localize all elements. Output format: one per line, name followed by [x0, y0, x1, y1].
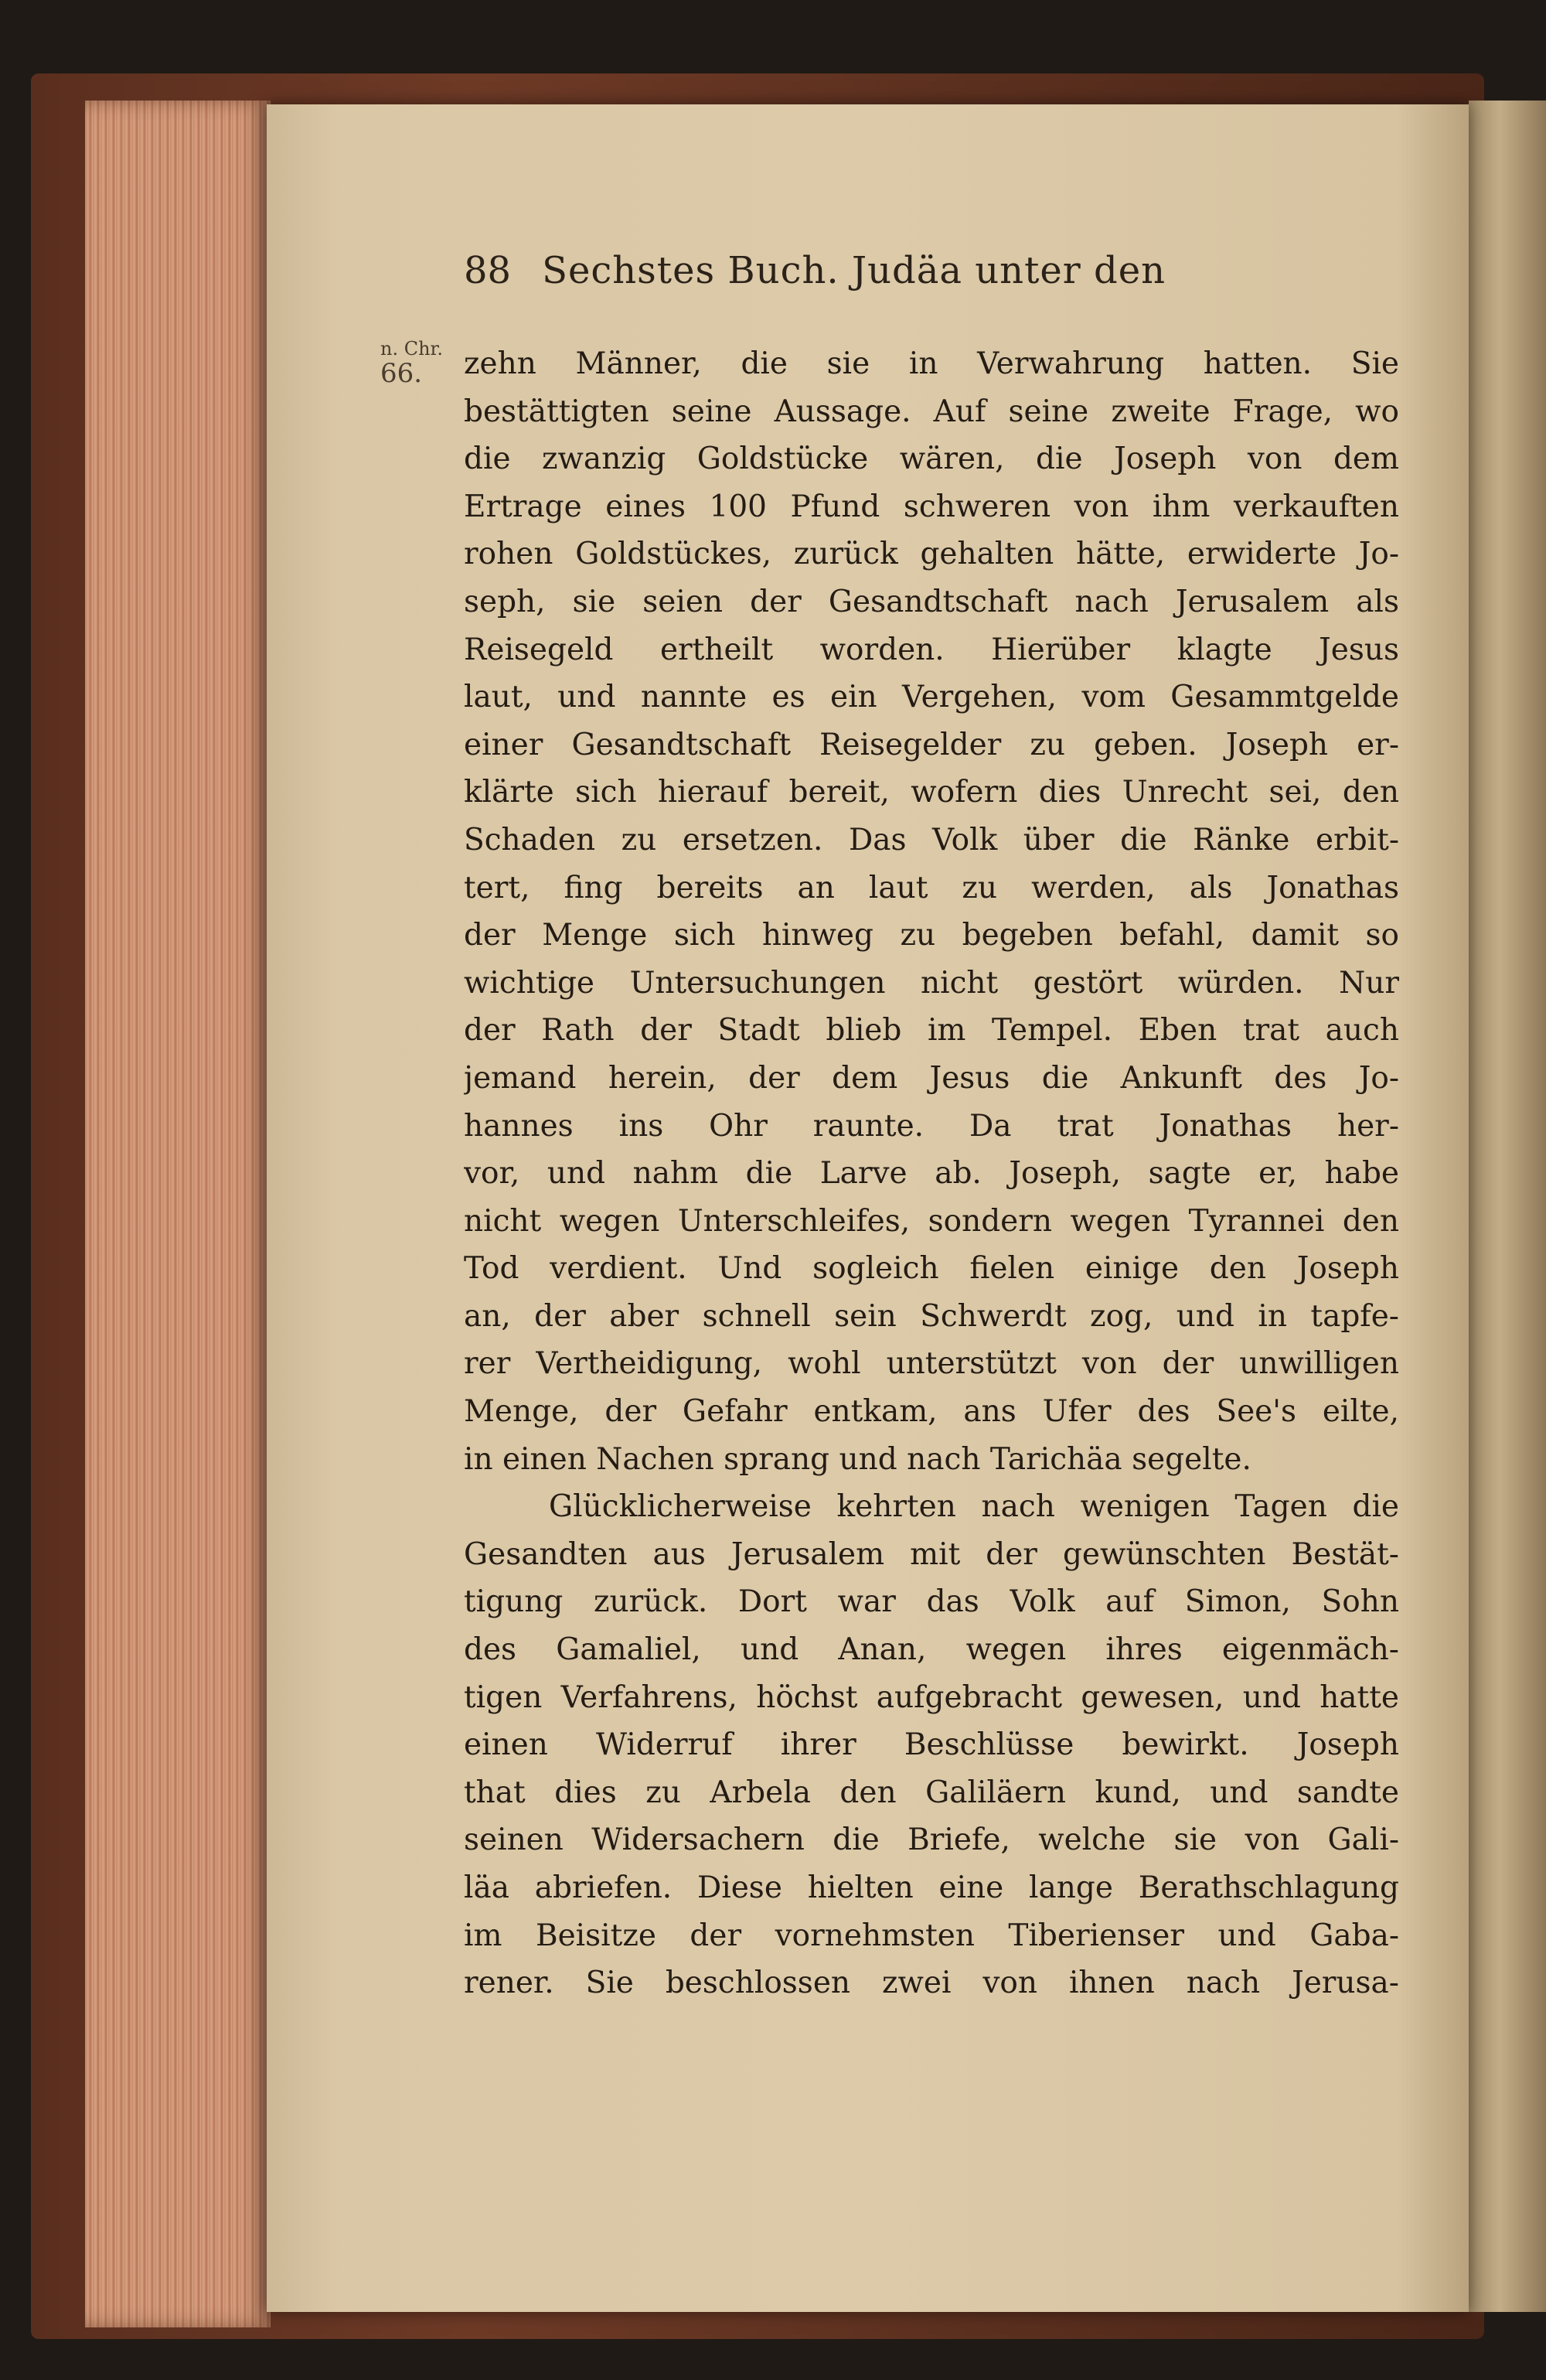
text-line: Tod verdient. Und sogleich fielen einige den Joseph	[464, 1251, 1399, 1287]
text-line: Reisegeld ertheilt worden. Hierüber klagte Jesus	[464, 632, 1399, 667]
page-edges	[85, 101, 271, 2327]
text-line: rer Vertheidigung, wohl unterstützt von der unwilligen	[464, 1346, 1399, 1382]
text-line: laut, und nannte es ein Vergehen, vom Gesammtgelde	[464, 680, 1399, 715]
text-line: Menge, der Gefahr entkam, ans Ufer des See's eilte,	[464, 1394, 1399, 1430]
text-line: klärte sich hierauf bereit, wofern dies Unrecht sei, den	[464, 775, 1399, 810]
text-line: einen Widerruf ihrer Beschlüsse bewirkt. Joseph	[464, 1727, 1399, 1763]
text-line: in einen Nachen sprang und nach Tarichäa segelte.	[464, 1441, 1251, 1477]
page-number: 88	[464, 249, 512, 292]
text-line: im Beisitze der vornehmsten Tiberienser und Gaba-	[464, 1918, 1399, 1953]
text-line: hannes ins Ohr raunte. Da trat Jonathas her-	[464, 1108, 1399, 1144]
text-line: rohen Goldstückes, zurück gehalten hätte, erwiderte Jo-	[464, 537, 1399, 572]
text-line: jemand herein, der dem Jesus die Ankunft des Jo-	[464, 1060, 1399, 1096]
margin-note	[380, 336, 450, 389]
text-line: Gesandten aus Jerusalem mit der gewünschten Bestät-	[464, 1536, 1399, 1572]
text-line: that dies zu Arbela den Galiläern kund, und sandte	[464, 1775, 1399, 1810]
text-line: wichtige Untersuchungen nicht gestört würden. Nur	[464, 965, 1399, 1001]
text-line: der Menge sich hinweg zu begeben befahl, damit so	[464, 918, 1399, 953]
text-line: zehn Männer, die sie in Verwahrung hatten. Sie	[464, 346, 1399, 381]
text-line: an, der aber schnell sein Schwerdt zog, und in tapfe-	[464, 1298, 1399, 1334]
text-line: läa abriefen. Diese hielten eine lange Berathschlagung	[464, 1870, 1399, 1905]
text-line: seph, sie seien der Gesandtschaft nach Jerusalem als	[464, 584, 1399, 619]
text-line: Schaden zu ersetzen. Das Volk über die Ränke erbit-	[464, 822, 1399, 858]
text-line: bestättigten seine Aussage. Auf seine zweite Frage, wo	[464, 394, 1399, 429]
text-line: tert, fing bereits an laut zu werden, als Jonathas	[464, 870, 1399, 905]
text-line: nicht wegen Unterschleifes, sondern wegen Tyrannei den	[464, 1203, 1399, 1239]
text-line: Glücklicherweise kehrten nach wenigen Tagen die	[549, 1489, 1399, 1525]
text-line: vor, und nahm die Larve ab. Joseph, sagte er, habe	[464, 1156, 1399, 1192]
facing-page-edge	[1469, 101, 1546, 2312]
text-line: die zwanzig Goldstücke wären, die Joseph von dem	[464, 442, 1399, 477]
margin-year: 66.	[380, 358, 423, 389]
text-line: rener. Sie beschlossen zwei von ihnen nach Jerusa-	[464, 1966, 1399, 2001]
running-title: Sechstes Buch. Judäa unter den	[542, 249, 1166, 292]
text-line: der Rath der Stadt blieb im Tempel. Eben trat auch	[464, 1013, 1399, 1048]
text-line: Ertrage eines 100 Pfund schweren von ihm verkauften	[464, 489, 1399, 524]
running-header	[464, 249, 1252, 311]
text-line: tigung zurück. Dort war das Volk auf Simon, Sohn	[464, 1584, 1399, 1620]
margin-era: n. Chr.	[380, 338, 443, 360]
text-line: tigen Verfahrens, höchst aufgebracht gewesen, und hatte	[464, 1679, 1399, 1715]
text-line: einer Gesandtschaft Reisegelder zu geben. Joseph er-	[464, 727, 1399, 762]
text-line: des Gamaliel, und Anan, wegen ihres eigenmäch-	[464, 1632, 1399, 1668]
body-text	[464, 340, 1399, 2007]
text-line: seinen Widersachern die Briefe, welche sie von Gali-	[464, 1823, 1399, 1858]
